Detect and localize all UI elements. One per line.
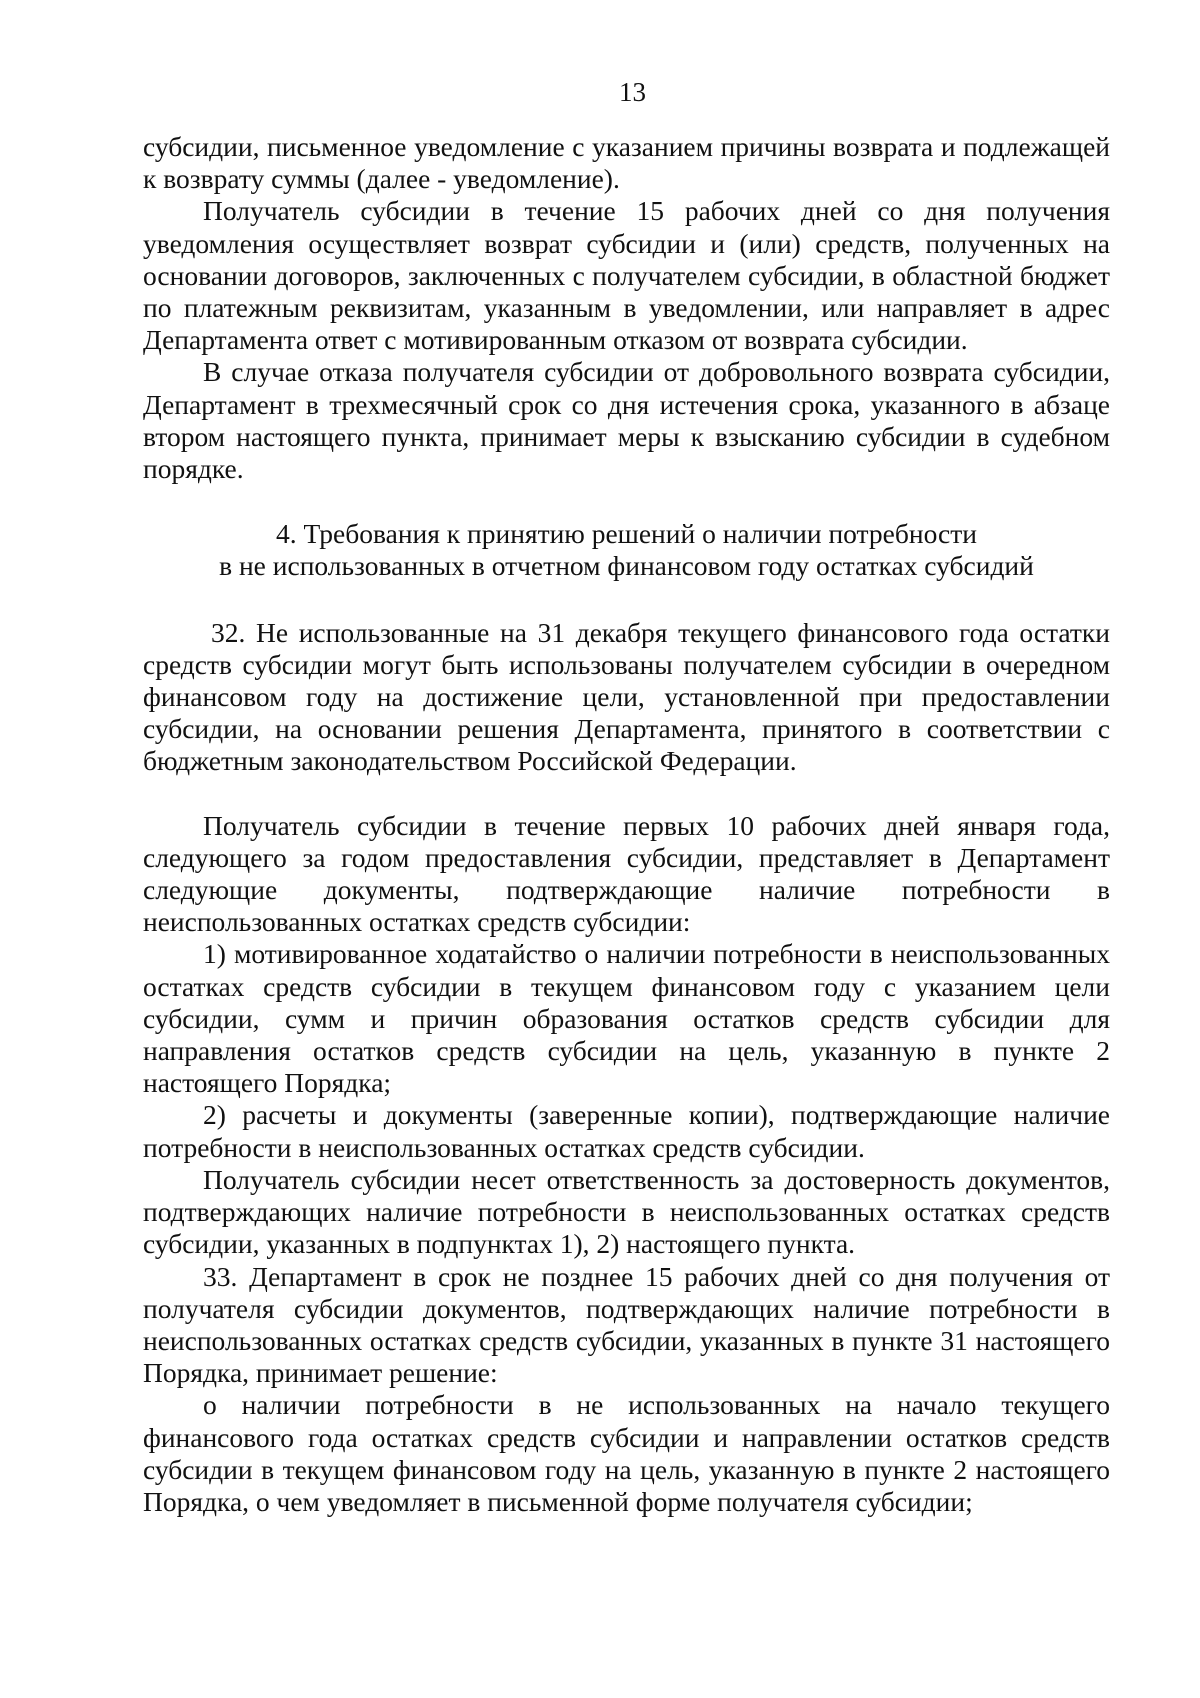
paragraph-refusal: В случае отказа получателя субсидии от добровольного возврата субсидии, Департамент в трехмесячный срок со дня истечения срока, указанного в абзаце втором настоящего пункта, принимает меры к взысканию субсидии в судебном порядке. xyxy=(143,356,1110,485)
paragraph-32: 32. Не использованные на 31 декабря текущего финансового года остатки средств субсидии могут быть использованы получателем субсидии в очередном финансовом году на достижение цели, установленной при предоставлении субсидии, на основании решения Департамента, принятого в соответствии с бюджетным законодательством Российской Федерации. xyxy=(143,616,1110,777)
paragraph-return-procedure: Получатель субсидии в течение 15 рабочих дней со дня получения уведомления осуществляет возврат субсидии и (или) средств, полученных на основании договоров, заключенных с получателем субсидии, в областной бюджет по платежным реквизитам, указанным в уведомлении, или направляет в адрес Департамента ответ с мотивированным отказом от возврата субсидии. xyxy=(143,195,1110,356)
list-item-1: 1) мотивированное ходатайство о наличии потребности в неиспользованных остатках средств субсидии в текущем финансовом году с указанием цели субсидии, сумм и причин образования остатков средств субсидии для направления остатков средств субсидии на цель, указанную в пункте 2 настоящего Порядка; xyxy=(143,938,1110,1099)
section-heading-line-1: 4. Требования к принятию решений о наличии потребности xyxy=(276,518,977,550)
section-heading-line-2: в не использованных в отчетном финансовом году остатках субсидий xyxy=(219,550,1034,582)
paragraph-responsibility: Получатель субсидии несет ответственность за достоверность документов, подтверждающих наличие потребности в неиспользованных остатках средств субсидии, указанных в подпунктах 1), 2) настоящего пункта. xyxy=(143,1163,1110,1260)
list-item-2: 2) расчеты и документы (заверенные копии), подтверждающие наличие потребности в неиспользованных остатках средств субсидии. xyxy=(143,1099,1110,1163)
page-number: 13 xyxy=(619,77,646,107)
body-text xyxy=(143,131,1110,1518)
paragraph-return-notice: субсидии, письменное уведомление с указанием причины возврата и подлежащей к возврату суммы (далее - уведомление). xyxy=(143,131,1110,195)
paragraph-decision: о наличии потребности в не использованных на начало текущего финансового года остатках средств субсидии и направлении остатков средств субсидии в текущем финансовом году на цель, указанную в пункте 2 настоящего Порядка, о чем уведомляет в письменной форме получателя субсидии; xyxy=(143,1389,1110,1517)
paragraph-33: 33. Департамент в срок не позднее 15 рабочих дней со дня получения от получателя субсидии документов, подтверждающих наличие потребности в неиспользованных остатках средств субсидии, указанных в пункте 31 настоящего Порядка, принимает решение: xyxy=(143,1260,1110,1389)
paragraph-documents: Получатель субсидии в течение первых 10 рабочих дней января года, следующего за годом предоставления субсидии, представляет в Департамент следующие документы, подтверждающие наличие потребности в неиспользованных остатках средств субсидии: xyxy=(143,809,1110,938)
